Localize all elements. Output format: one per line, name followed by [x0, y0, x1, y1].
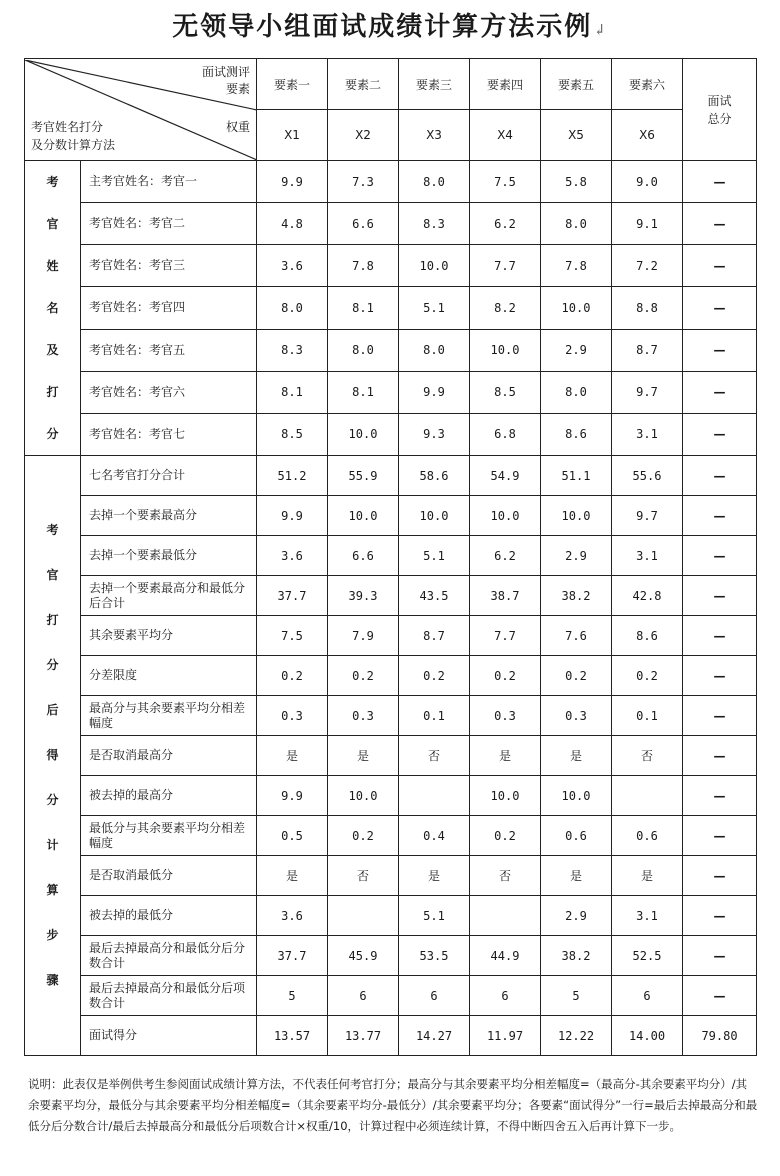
total-cell: — [683, 536, 757, 576]
score-cell: 3.1 [612, 413, 683, 455]
final-total-cell: 79.80 [683, 1016, 757, 1056]
final-score-cell: 12.22 [541, 1016, 612, 1056]
score-cell: 52.5 [612, 936, 683, 976]
score-cell: 0.2 [257, 656, 328, 696]
score-cell: 8.7 [612, 329, 683, 371]
score-cell: 是 [612, 856, 683, 896]
score-cell: 9.9 [399, 371, 470, 413]
score-cell: 55.6 [612, 456, 683, 496]
total-cell: — [683, 736, 757, 776]
step-row [25, 696, 757, 736]
score-cell: 9.3 [399, 413, 470, 455]
score-cell: 37.7 [257, 576, 328, 616]
score-cell: 3.1 [612, 536, 683, 576]
score-cell: 9.7 [612, 371, 683, 413]
score-cell: 0.5 [257, 816, 328, 856]
score-cell: 7.3 [328, 161, 399, 203]
score-cell: 3.6 [257, 245, 328, 287]
score-cell: 8.0 [541, 203, 612, 245]
score-cell: 是 [470, 736, 541, 776]
score-cell: 7.5 [257, 616, 328, 656]
final-score-cell: 13.77 [328, 1016, 399, 1056]
total-cell: — [683, 776, 757, 816]
score-cell: 8.0 [328, 329, 399, 371]
final-score-row [25, 1016, 757, 1056]
score-cell: 7.2 [612, 245, 683, 287]
weight-header: X3 [399, 110, 470, 161]
row-label: 去掉一个要素最高分和最低分后合计 [81, 576, 257, 616]
score-cell: 7.6 [541, 616, 612, 656]
score-cell: 3.1 [612, 896, 683, 936]
group-label-char: 姓 [46, 259, 59, 273]
examiner-row [25, 413, 757, 455]
score-cell: 10.0 [470, 776, 541, 816]
score-cell: 6 [328, 976, 399, 1016]
score-cell: 否 [328, 856, 399, 896]
group-label-char: 算 [46, 883, 59, 897]
score-cell: 6.2 [470, 203, 541, 245]
row-label: 最低分与其余要素平均分相差幅度 [81, 816, 257, 856]
score-cell: 0.1 [399, 696, 470, 736]
score-cell: 0.2 [612, 656, 683, 696]
score-cell: 8.2 [470, 287, 541, 329]
score-cell: 8.7 [399, 616, 470, 656]
step-row [25, 456, 757, 496]
diag-method-label: 考官姓名打分 [31, 119, 104, 134]
total-cell: — [683, 856, 757, 896]
score-cell: 0.3 [328, 696, 399, 736]
score-cell: 0.2 [328, 816, 399, 856]
score-cell [612, 776, 683, 816]
row-label: 考官姓名：考官五 [81, 329, 257, 371]
group-label-char: 及 [46, 343, 59, 357]
score-cell: 10.0 [399, 245, 470, 287]
score-cell: 是 [257, 736, 328, 776]
score-cell: 6 [399, 976, 470, 1016]
total-header-line-1: 面试 [707, 93, 732, 108]
score-cell: 10.0 [541, 287, 612, 329]
step-row [25, 776, 757, 816]
score-cell: 3.6 [257, 896, 328, 936]
row-label: 最后去掉最高分和最低分后分数合计 [81, 936, 257, 976]
score-cell: 9.9 [257, 496, 328, 536]
score-cell: 0.2 [541, 656, 612, 696]
score-cell: 8.6 [541, 413, 612, 455]
row-label: 去掉一个要素最低分 [81, 536, 257, 576]
score-cell: 2.9 [541, 896, 612, 936]
score-cell: 5.1 [399, 536, 470, 576]
group-label-char: 分 [46, 793, 59, 807]
score-cell: 5.8 [541, 161, 612, 203]
final-score-cell: 11.97 [470, 1016, 541, 1056]
weight-header: X4 [470, 110, 541, 161]
final-score-cell: 14.27 [399, 1016, 470, 1056]
group-label-char: 计 [46, 838, 59, 852]
factor-header: 要素五 [541, 59, 612, 110]
row-label: 考官姓名：考官二 [81, 203, 257, 245]
score-cell: 38.7 [470, 576, 541, 616]
total-cell: — [683, 816, 757, 856]
score-cell: 否 [612, 736, 683, 776]
total-cell: — [683, 896, 757, 936]
step-row [25, 856, 757, 896]
step-row [25, 656, 757, 696]
score-cell: 0.3 [257, 696, 328, 736]
score-cell: 6.6 [328, 536, 399, 576]
score-cell: 0.6 [612, 816, 683, 856]
total-cell: — [683, 161, 757, 203]
score-cell [470, 896, 541, 936]
group-label-char: 官 [46, 217, 59, 231]
score-cell: 8.5 [470, 371, 541, 413]
factor-header: 要素三 [399, 59, 470, 110]
score-cell: 9.7 [612, 496, 683, 536]
score-cell: 38.2 [541, 576, 612, 616]
total-cell: — [683, 696, 757, 736]
row-label: 考官姓名：考官六 [81, 371, 257, 413]
score-cell: 6 [470, 976, 541, 1016]
group-label-char: 步 [46, 928, 59, 942]
score-cell: 6 [612, 976, 683, 1016]
group-label-char: 分 [46, 658, 59, 672]
score-cell: 0.2 [399, 656, 470, 696]
score-cell: 8.1 [257, 371, 328, 413]
score-cell: 0.4 [399, 816, 470, 856]
score-cell: 9.0 [612, 161, 683, 203]
diag-factor-label-2: 要素 [225, 81, 250, 96]
weight-header: X5 [541, 110, 612, 161]
score-cell: 7.8 [541, 245, 612, 287]
score-cell: 是 [328, 736, 399, 776]
group-label-char: 骤 [46, 973, 59, 987]
group-label-char: 后 [46, 703, 59, 717]
group-label-char: 打 [46, 613, 59, 627]
row-label: 七名考官打分合计 [81, 456, 257, 496]
score-cell: 8.1 [328, 287, 399, 329]
group-label-char: 打 [46, 385, 59, 399]
group-label-char: 得 [46, 748, 59, 762]
total-header [683, 59, 757, 161]
step-group-label [25, 456, 81, 1056]
score-cell [399, 776, 470, 816]
row-label: 考官姓名：考官四 [81, 287, 257, 329]
score-cell: 37.7 [257, 936, 328, 976]
weight-header: X2 [328, 110, 399, 161]
score-cell: 5.1 [399, 896, 470, 936]
score-cell: 8.0 [399, 329, 470, 371]
score-cell: 51.2 [257, 456, 328, 496]
score-cell: 否 [470, 856, 541, 896]
total-cell: — [683, 496, 757, 536]
group-label-char: 考 [46, 523, 59, 537]
diag-weight-label: 权重 [225, 119, 250, 134]
score-cell: 是 [541, 856, 612, 896]
factor-header: 要素一 [257, 59, 328, 110]
score-cell [328, 896, 399, 936]
score-cell: 3.6 [257, 536, 328, 576]
score-cell: 51.1 [541, 456, 612, 496]
score-cell: 否 [399, 736, 470, 776]
total-cell: — [683, 371, 757, 413]
group-label-char: 名 [46, 301, 59, 315]
row-label: 主考官姓名：考官一 [81, 161, 257, 203]
score-cell: 8.0 [399, 161, 470, 203]
score-cell: 7.8 [328, 245, 399, 287]
score-cell: 9.9 [257, 776, 328, 816]
score-cell: 39.3 [328, 576, 399, 616]
score-cell: 10.0 [470, 329, 541, 371]
score-cell: 38.2 [541, 936, 612, 976]
score-cell: 5 [257, 976, 328, 1016]
total-cell: — [683, 976, 757, 1016]
score-cell: 42.8 [612, 576, 683, 616]
score-cell: 7.5 [470, 161, 541, 203]
group-label-char: 分 [46, 427, 59, 441]
final-score-cell: 13.57 [257, 1016, 328, 1056]
score-cell: 8.1 [328, 371, 399, 413]
total-cell: — [683, 616, 757, 656]
factor-header: 要素六 [612, 59, 683, 110]
examiner-row [25, 203, 757, 245]
page-title: 无领导小组面试成绩计算方法示例↲ [172, 12, 608, 42]
total-cell: — [683, 936, 757, 976]
score-cell: 9.9 [257, 161, 328, 203]
diag-method-label-2: 及分数计算方法 [31, 137, 116, 152]
score-cell: 0.1 [612, 696, 683, 736]
score-cell: 6.8 [470, 413, 541, 455]
score-cell: 44.9 [470, 936, 541, 976]
examiner-row [25, 161, 757, 203]
total-cell: — [683, 413, 757, 455]
score-cell: 0.2 [470, 656, 541, 696]
step-row [25, 976, 757, 1016]
score-cell: 0.2 [470, 816, 541, 856]
step-row [25, 736, 757, 776]
weight-header: X1 [257, 110, 328, 161]
row-label: 是否取消最高分 [81, 736, 257, 776]
score-cell: 8.8 [612, 287, 683, 329]
step-row [25, 896, 757, 936]
score-cell: 0.3 [470, 696, 541, 736]
score-cell: 是 [399, 856, 470, 896]
total-cell: — [683, 576, 757, 616]
row-label: 最高分与其余要素平均分相差幅度 [81, 696, 257, 736]
score-cell: 0.3 [541, 696, 612, 736]
group-label-char: 考 [46, 175, 59, 189]
explanation-note: 说明：此表仅是举例供考生参阅面试成绩计算方法，不代表任何考官打分；最高分与其余要素平均分相差幅度=（最高分-其余要素平均分）/其余要素平均分，最低分与其余要素平均分相差幅度=（其余要素平均分-最低分）/其余要素平均分；各要素“面试得分”一行=最后去掉最高分和最低分后分数合计/最后去掉最高分和最低分后项数合计×权重/10，计算过程中必须连续计算，不得中断四舍五入后再计算下一步。 [28, 1077, 758, 1133]
score-cell: 9.1 [612, 203, 683, 245]
examiner-row [25, 245, 757, 287]
score-cell: 58.6 [399, 456, 470, 496]
weight-header: X6 [612, 110, 683, 161]
score-cell: 10.0 [399, 496, 470, 536]
row-label: 去掉一个要素最高分 [81, 496, 257, 536]
row-label: 考官姓名：考官七 [81, 413, 257, 455]
step-row [25, 576, 757, 616]
score-table [24, 58, 757, 1056]
examiner-row [25, 329, 757, 371]
step-row [25, 816, 757, 856]
score-cell: 5 [541, 976, 612, 1016]
diagonal-header-cell [25, 59, 257, 161]
score-cell: 10.0 [541, 776, 612, 816]
score-cell: 7.7 [470, 616, 541, 656]
total-header-line-2: 总分 [707, 111, 732, 126]
score-cell: 0.6 [541, 816, 612, 856]
total-cell: — [683, 656, 757, 696]
total-cell: — [683, 329, 757, 371]
score-cell: 10.0 [328, 496, 399, 536]
score-cell: 55.9 [328, 456, 399, 496]
score-cell: 8.3 [257, 329, 328, 371]
total-cell: — [683, 456, 757, 496]
row-label: 最后去掉最高分和最低分后项数合计 [81, 976, 257, 1016]
score-cell: 8.3 [399, 203, 470, 245]
score-cell: 54.9 [470, 456, 541, 496]
score-cell: 8.6 [612, 616, 683, 656]
total-cell: — [683, 287, 757, 329]
score-cell: 10.0 [328, 413, 399, 455]
row-label: 考官姓名：考官三 [81, 245, 257, 287]
diag-factor-label: 面试测评 [201, 64, 250, 79]
total-cell: — [683, 203, 757, 245]
score-cell: 45.9 [328, 936, 399, 976]
score-cell: 是 [257, 856, 328, 896]
row-label: 被去掉的最高分 [81, 776, 257, 816]
score-cell: 7.7 [470, 245, 541, 287]
total-cell: — [683, 245, 757, 287]
examiner-row [25, 371, 757, 413]
factor-header: 要素二 [328, 59, 399, 110]
score-cell: 5.1 [399, 287, 470, 329]
score-cell: 6.6 [328, 203, 399, 245]
score-cell: 0.2 [328, 656, 399, 696]
score-cell: 10.0 [328, 776, 399, 816]
row-label: 其余要素平均分 [81, 616, 257, 656]
step-row [25, 616, 757, 656]
step-row [25, 936, 757, 976]
final-score-cell: 14.00 [612, 1016, 683, 1056]
score-cell: 8.0 [257, 287, 328, 329]
factor-header: 要素四 [470, 59, 541, 110]
score-cell: 8.0 [541, 371, 612, 413]
step-row [25, 536, 757, 576]
score-cell: 4.8 [257, 203, 328, 245]
step-row [25, 496, 757, 536]
score-cell: 2.9 [541, 536, 612, 576]
group-label-char: 官 [46, 568, 59, 582]
score-cell: 6.2 [470, 536, 541, 576]
score-cell: 43.5 [399, 576, 470, 616]
score-cell: 2.9 [541, 329, 612, 371]
score-cell: 53.5 [399, 936, 470, 976]
row-label: 分差限度 [81, 656, 257, 696]
examiner-row [25, 287, 757, 329]
score-cell: 是 [541, 736, 612, 776]
score-cell: 10.0 [541, 496, 612, 536]
examiner-group-label [25, 161, 81, 456]
final-score-label: 面试得分 [81, 1016, 257, 1056]
score-cell: 8.5 [257, 413, 328, 455]
score-cell: 10.0 [470, 496, 541, 536]
score-cell: 7.9 [328, 616, 399, 656]
row-label: 被去掉的最低分 [81, 896, 257, 936]
row-label: 是否取消最低分 [81, 856, 257, 896]
